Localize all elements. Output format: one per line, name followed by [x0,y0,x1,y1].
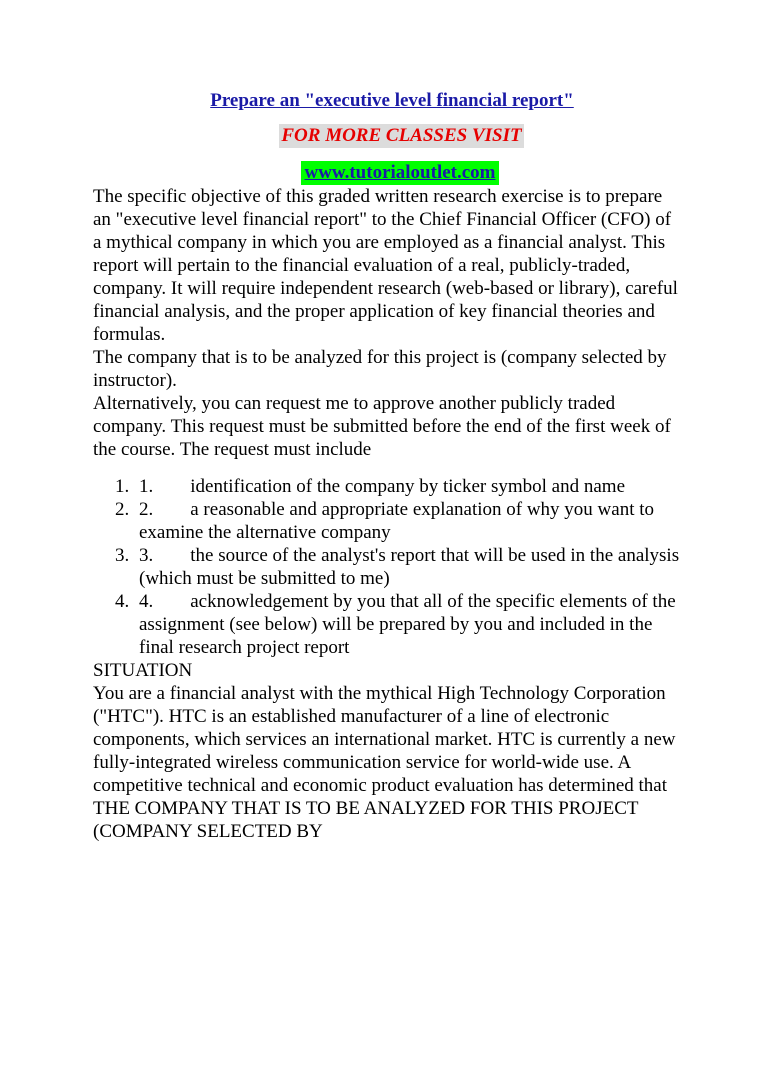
list-item-number: 4. [115,591,130,612]
list-item-inner-number: 4. [139,591,154,612]
document-content [93,89,683,843]
list-item [93,498,683,544]
paragraph-situation: You are a financial analyst with the mythical High Technology Corporation ("HTC"). HTC is an established manufacturer of a line of electronic components, which services an international market. HTC is currently a new fully-integrated wireless communication service for world-wide use. A competitive technical and economic product evaluation has determined that THE COMPANY THAT IS TO BE ANALYZED FOR THIS PROJECT (COMPANY SELECTED BY [93,683,676,842]
website-line [93,148,683,185]
list-item-inner-number: 2. [139,499,154,520]
list-item-inner-number: 1. [139,476,154,497]
list-item-number: 1. [115,476,130,497]
list-item-number: 3. [115,545,130,566]
paragraph-alternative: Alternatively, you can request me to approve another publicly traded company. This request must be submitted before the end of the first week of the course. The request must include [93,393,671,460]
list-item-text: identification of the company by ticker symbol and name [190,476,626,497]
website-link[interactable]: www.tutorialoutlet.com [301,161,498,185]
list-item-text: acknowledgement by you that all of the specific elements of the assignment (see below) will be prepared by you and included in the final research project report [139,591,676,658]
promo-line [93,124,683,148]
requirements-list [93,475,683,659]
section-heading-situation: SITUATION [93,660,193,681]
paragraph-company: The company that is to be analyzed for this project is (company selected by instructor). [93,347,667,391]
list-item-number: 2. [115,499,130,520]
document-title: Prepare an "executive level financial report" [210,90,574,111]
list-item [93,475,683,498]
list-item [93,590,683,659]
promo-text: FOR MORE CLASSES VISIT [281,125,522,146]
list-item-text: the source of the analyst's report that will be used in the analysis (which must be submitted to me) [139,545,680,589]
list-item [93,544,683,590]
list-item-inner-number: 3. [139,545,154,566]
paragraph-objective: The specific objective of this graded written research exercise is to prepare an "executive level financial report" to the Chief Financial Officer (CFO) of a mythical company in which you are employed as a financial analyst. This report will pertain to the financial evaluation of a real, publicly-traded, company. It will require independent research (web-based or library), careful financial analysis, and the proper application of key financial theories and formulas. [93,186,678,345]
list-item-text: a reasonable and appropriate explanation of why you want to examine the alternative company [139,499,655,543]
